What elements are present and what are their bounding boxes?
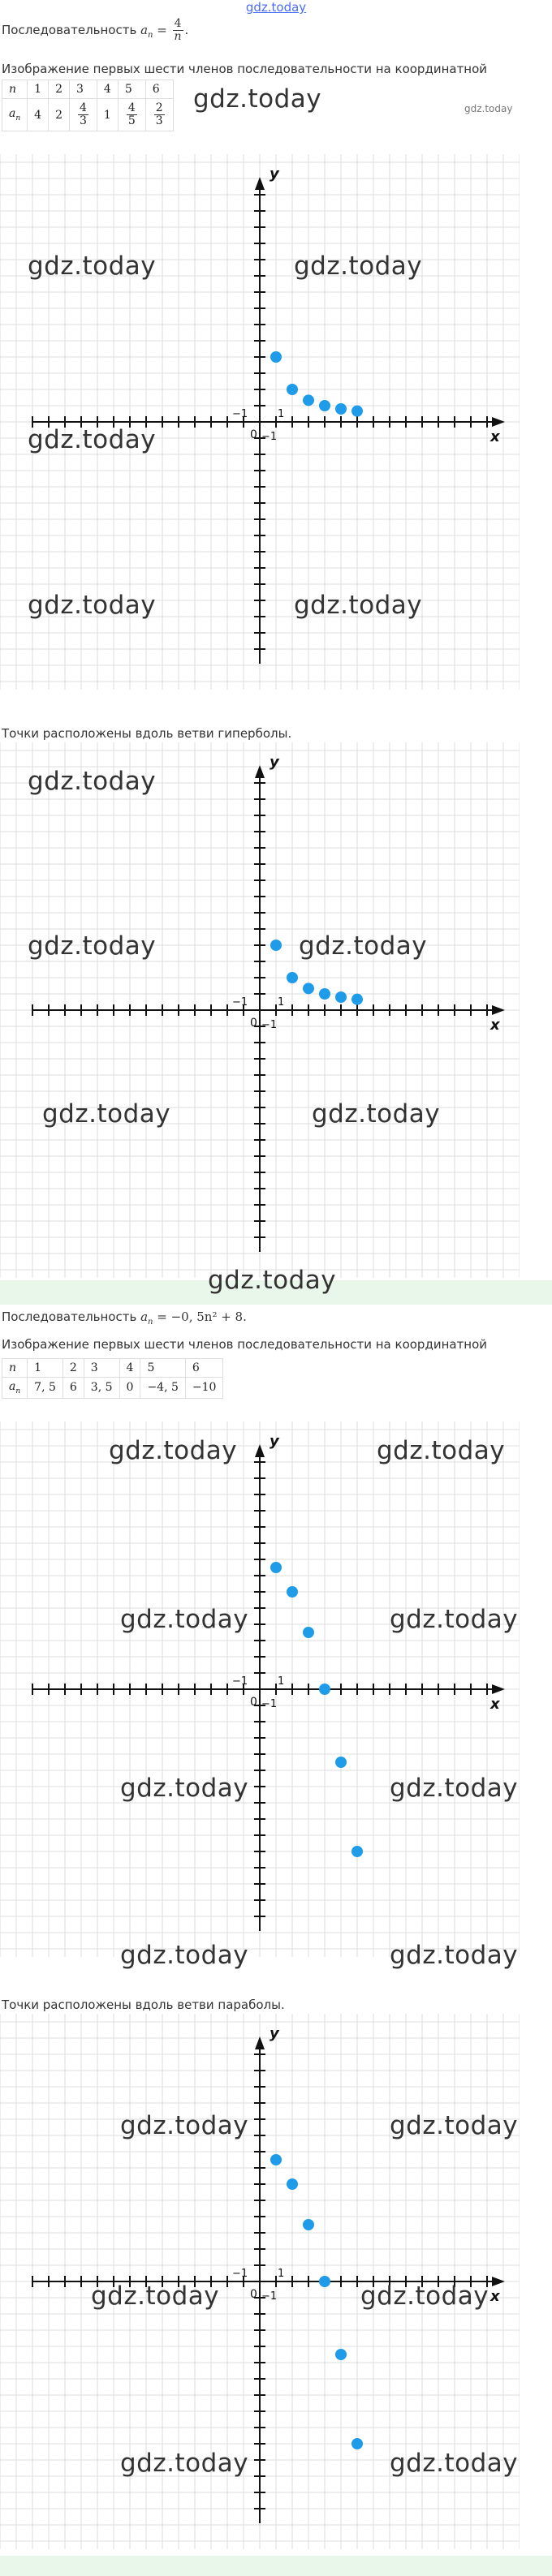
description-1: Изображение первых шести членов последовательности на координатной [2,62,488,76]
table-cell: −10 [185,1378,223,1399]
fraction-num: 2 [155,101,163,114]
watermark: gdz.today [109,1436,238,1465]
table-cell: 4 [119,1359,140,1378]
watermark: gdz.today [28,591,157,620]
row-label-a-sub: n [15,1387,21,1396]
table-cell: 6 [63,1378,84,1399]
tick-label: 1 [278,2268,285,2280]
row-label-n: n [2,80,28,99]
axes [32,1444,505,1931]
tick-label: −1 [261,431,278,443]
formula-eq: = [153,23,171,37]
data-point [351,406,363,417]
data-point [270,1562,282,1573]
watermark: gdz.today [390,1605,519,1634]
data-point [303,394,314,406]
watermark: gdz.today [312,1099,441,1129]
row-label-a [2,99,28,131]
table-cell: 3, 5 [84,1378,119,1399]
tick-label: −1 [232,996,248,1008]
origin-label: 0 [250,2288,257,2301]
data-point [335,403,347,415]
table-cell: 5 [118,80,145,99]
watermark: gdz.today [294,591,423,620]
tick-label: −1 [232,1675,248,1688]
y-axis-label: y [270,2025,279,2042]
description-2: Изображение первых шести членов последовательности на координатной [2,1337,488,1352]
data-point [351,1846,363,1857]
table-row [2,1359,223,1378]
row-label-a-sub: n [15,114,21,123]
table-cell: 2 [49,99,70,131]
table-cell: 4 [28,99,49,131]
data-point [335,991,347,1003]
fraction [154,102,165,127]
formula-lhs: a [140,23,149,37]
data-point [287,1586,298,1598]
y-axis-label: y [270,754,279,771]
coordinate-plane [0,1421,520,1957]
watermark: gdz.today [120,1774,249,1803]
sequence-prefix: Последовательность [2,23,141,37]
fraction [78,102,88,127]
table-cell: 6 [145,80,173,99]
table-cell: 4 [97,80,118,99]
x-axis-label: x [490,428,500,445]
table-row [2,80,174,99]
caption-2: Точки расположены вдоль ветви параболы. [2,1998,285,2012]
formula-sub: n [148,31,153,40]
table-cell: −4, 5 [140,1378,185,1399]
watermark: gdz.today [294,252,423,281]
origin-label: 0 [250,1017,257,1030]
tick-label: −1 [261,1698,278,1710]
watermark: gdz.today [360,2281,489,2311]
data-point [270,2154,282,2165]
sequence-table-1 [2,80,174,131]
x-axis-label: x [490,2288,500,2305]
watermark: gdz.today [120,1941,249,1970]
table-cell: 1 [97,99,118,131]
tick-label: −1 [261,1019,278,1031]
x-axis-label: x [490,1696,500,1713]
data-point [270,351,282,363]
table-cell: 2 [63,1359,84,1378]
tick-label: 1 [278,996,285,1008]
sequence-prefix: Последовательность [2,1310,141,1324]
origin-label: 0 [250,428,257,441]
watermark: gdz.today [91,2281,220,2311]
fraction [127,102,137,127]
formula-rhs: = −0, 5n² + 8. [153,1310,247,1324]
fraction-den: 5 [127,114,136,127]
fraction-den: 3 [80,114,87,127]
data-point [287,972,298,983]
table-row [2,1378,223,1399]
y-axis-label: y [270,166,279,183]
table-cell [70,99,97,131]
row-label-a-text: a [9,107,16,121]
header-link[interactable]: gdz.today [245,0,307,15]
table-cell [118,99,145,131]
data-point [351,994,363,1005]
watermark: gdz.today [390,1941,519,1970]
data-point [319,400,330,411]
table-cell: 6 [185,1359,223,1378]
origin-label: 0 [250,1696,257,1709]
table-row [2,99,174,131]
sequence-definition-2 [2,1310,247,1327]
fraction-den: 3 [155,114,163,127]
formula-end: . [184,23,189,37]
tick-label: 1 [278,1675,285,1688]
watermark: gdz.today [28,425,157,454]
watermark: gdz.today [120,1605,249,1634]
data-point [303,2219,314,2230]
watermark: gdz.today [28,931,157,961]
watermark: gdz.today [193,84,322,114]
watermark: gdz.today [28,252,157,281]
watermark: gdz.today [42,1099,171,1129]
data-point [303,983,314,994]
formula-num: 4 [174,17,182,30]
coordinate-plane [0,742,520,1278]
data-point [335,1757,347,1768]
row-label-a [2,1378,28,1399]
table-cell: 3 [84,1359,119,1378]
table-cell: 1 [28,80,49,99]
data-point [319,988,330,1000]
data-point [270,940,282,951]
x-axis-label: x [490,1017,500,1034]
watermark: gdz.today [208,1266,337,1295]
watermark: gdz.today [28,767,157,796]
watermark: gdz.today [377,1436,506,1465]
table-cell: 2 [49,80,70,99]
table-cell [145,99,173,131]
data-point [335,2349,347,2360]
table-cell: 7, 5 [28,1378,63,1399]
formula-sub: n [148,1318,153,1327]
caption-1: Точки расположены вдоль ветви гиперболы. [2,726,292,741]
y-axis-label: y [270,1433,279,1450]
tick-label: −1 [232,2268,248,2280]
sequence-definition-1 [2,18,188,43]
tick-label: −1 [261,2290,278,2303]
tick-label: 1 [278,408,285,420]
watermark: gdz.today [390,1774,519,1803]
formula-fraction [173,18,183,43]
watermark: gdz.today [299,931,428,961]
formula-den: n [174,30,182,43]
separator-band [0,2556,552,2576]
watermark: gdz.today [120,2111,249,2140]
axes [32,765,505,1252]
formula-lhs: a [140,1310,149,1324]
tick-label: −1 [232,408,248,420]
watermark-small: gdz.today [464,103,513,114]
data-point [287,384,298,395]
table-cell: 1 [28,1359,63,1378]
watermark: gdz.today [390,2111,519,2140]
data-point [287,2178,298,2190]
table-cell: 3 [70,80,97,99]
row-label-n: n [2,1359,28,1378]
table-cell: 0 [119,1378,140,1399]
fraction-num: 4 [80,101,87,114]
watermark: gdz.today [390,2449,519,2478]
sequence-table-2 [2,1358,223,1399]
fraction-num: 4 [127,101,136,114]
table-cell: 5 [140,1359,185,1378]
row-label-a-text: a [9,1380,16,1393]
data-point [319,1684,330,1695]
data-point [303,1627,314,1638]
data-point [319,2276,330,2287]
watermark: gdz.today [120,2449,249,2478]
data-point [351,2438,363,2449]
